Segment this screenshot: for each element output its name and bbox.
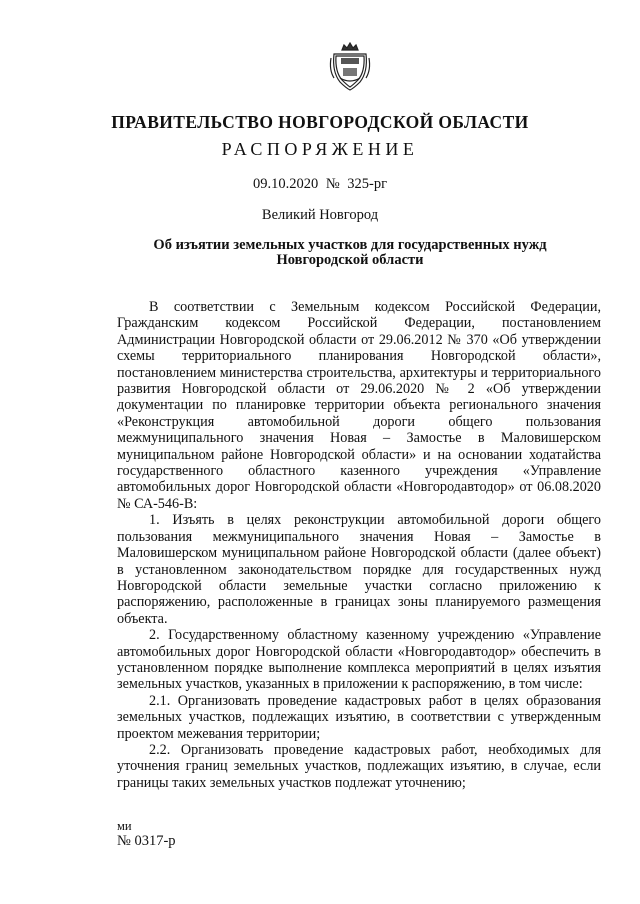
- paragraph-item-2-2: 2.2. Организовать проведение кадастровых работ, необходимых для уточнения границ земельных участков, подлежащих изъятию, в случае, если границы таких земельных участков подлежат уточнению;: [117, 741, 601, 791]
- footer-initials: ми: [117, 819, 132, 833]
- footer-ref-number: № 0317-р: [117, 833, 176, 849]
- number-sign: №: [325, 176, 340, 192]
- preamble-paragraph: В соответствии с Земельным кодексом Российской Федерации, Гражданским кодексом Российской Федерации, постановлением Администрации Новгородской области от 29.06.2012 № 370 «Об утверждении схемы территориального планирования Новгородской области», постановлением министерства строительства, архитектуры и территориального развития Новгородской области от 29.06.2020 № 2 «Об утверждении документации по планировке территории объекта регионального значения «Реконструкция автомобильной дороги общего пользования межмуниципального значения Новая – Замостье в Маловишерском муниципальном районе Новгородской области» и на основании ходатайства государственного областного казенного учреждения «Управление автомобильных дорог Новгородской области «Новгородавтодор» от 06.08.2020 № СА-546-В:: [117, 299, 601, 512]
- title-line-1: Об изъятии земельных участков для государственных нужд: [153, 237, 547, 253]
- coat-of-arms-icon: [328, 42, 372, 92]
- paragraph-item-1: 1. Изъять в целях реконструкции автомобильной дороги общего пользования межмуниципального значения Новая – Замостье в Маловишерском муниципальном районе Новгородской области (далее объект) в установленном законодательством порядке для государственных нужд Новгородской области земельные участки согласно приложению к распоряжению, расположенные в границах зоны планируемого размещения объекта.: [117, 512, 601, 627]
- city: Великий Новгород: [261, 207, 379, 223]
- title-line-2: Новгородской области: [276, 252, 424, 268]
- document-number: 325-рг: [347, 176, 388, 192]
- date-number-line: [0, 176, 640, 193]
- footer-reference: [117, 820, 176, 848]
- government-heading: ПРАВИТЕЛЬСТВО НОВГОРОДСКОЙ ОБЛАСТИ: [111, 112, 529, 132]
- document-type: РАСПОРЯЖЕНИЕ: [221, 139, 419, 159]
- paragraph-item-2: 2. Государственному областному казенному учреждению «Управление автомобильных дорог Новгородской области «Новгородавтодор» обеспечить в установленном порядке выполнение комплекса мероприятий в целях изъятия земельных участков, указанных в приложении к распоряжению, в том числе:: [117, 627, 601, 693]
- document-body: [117, 299, 601, 791]
- paragraph-item-2-1: 2.1. Организовать проведение кадастровых работ в целях образования земельных участков, подлежащих изъятию, в соответствии с утвержденным проектом межевания территории;: [117, 692, 601, 742]
- document-date: 09.10.2020: [252, 176, 319, 192]
- document-title: [130, 238, 570, 268]
